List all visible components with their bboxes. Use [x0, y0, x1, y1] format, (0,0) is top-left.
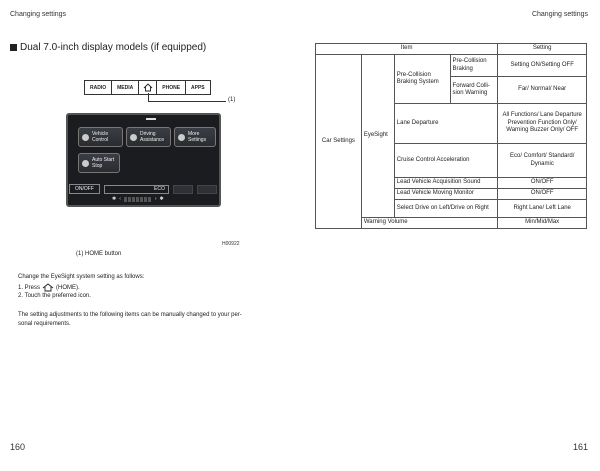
home-icon — [143, 83, 153, 92]
fan-level-bar — [148, 197, 151, 202]
instruction-intro: Change the EyeSight system setting as follows: — [18, 274, 145, 280]
header-right: Changing settings — [531, 11, 588, 18]
chevron-right-icon[interactable]: › — [154, 196, 157, 202]
note-line: The setting adjustments to the following items can be manually changed to your per- — [18, 312, 242, 318]
callout-line — [148, 93, 149, 101]
table-header-item: Item — [316, 44, 498, 55]
radio-button[interactable]: RADIO — [85, 81, 112, 94]
lvas-cell: Lead Vehicle Acquisition Sound — [394, 178, 498, 189]
fan-level-bar — [136, 197, 139, 202]
climate-button[interactable] — [173, 185, 193, 194]
screen-indicator — [146, 118, 156, 120]
figure-code: H00922 — [222, 241, 240, 247]
callout-line — [148, 101, 226, 102]
sdlr-cell: Select Drive on Left/Drive on Right — [394, 200, 498, 218]
apps-button[interactable]: APPS — [191, 84, 205, 91]
cca-cell: Cruise Control Acceleration — [394, 144, 498, 178]
warning-volume-setting-cell: Min/Mid/Max — [498, 218, 587, 229]
fan-level-bar — [144, 197, 147, 202]
fan-icon: ✱ — [159, 196, 164, 202]
phone-button[interactable]: PHONE — [157, 81, 186, 94]
home-icon — [42, 283, 54, 292]
fan-level-bar — [128, 197, 131, 202]
more-settings-tile[interactable] — [174, 127, 216, 147]
pcb-setting-cell: Setting ON/Setting OFF — [498, 55, 587, 77]
chevron-left-icon[interactable]: ‹ — [119, 196, 121, 202]
instruction-step1 — [18, 283, 80, 292]
driving-assist-icon — [130, 134, 137, 141]
more-icon — [178, 134, 185, 141]
lane-departure-setting-cell: All Functions/ Lane Departure Prevention Function Only/ Warning Buzzer Only/ OFF — [498, 104, 587, 144]
climate-row — [69, 184, 217, 194]
auto-start-stop-label: Auto Start Stop — [92, 157, 115, 169]
fan-icon: ✱ — [112, 196, 117, 202]
driving-assistance-tile[interactable] — [126, 127, 171, 147]
square-bullet-icon — [10, 44, 17, 51]
ac-display: ECO — [104, 185, 169, 194]
warning-volume-cell: Warning Volume — [361, 218, 498, 229]
note-line: sonal requirements. — [18, 321, 71, 327]
table-header-setting: Setting — [498, 44, 587, 55]
fan-level-bar — [132, 197, 135, 202]
step1-text: 1. Press — [18, 284, 41, 291]
fan-level-bar — [140, 197, 143, 202]
fcw-cell: Forward Colli-sion Warning — [450, 77, 498, 104]
settings-table — [315, 43, 587, 229]
eyesight-cell: EyeSight — [361, 55, 394, 218]
car-settings-cell: Car Settings — [316, 55, 362, 229]
lane-departure-cell: Lane Departure — [394, 104, 498, 144]
section-title-text: Dual 7.0-inch display models (if equipped) — [20, 42, 207, 53]
figure-caption: (1) HOME button — [76, 251, 122, 257]
auto-start-stop-icon — [82, 160, 89, 167]
climate-button[interactable] — [197, 185, 217, 194]
fan-level-bar — [124, 197, 127, 202]
step1-home-text: (HOME). — [56, 284, 80, 291]
vehicle-icon — [82, 134, 89, 141]
lvas-setting-cell: ON/OFF — [498, 178, 587, 189]
more-settings-label: More Settings — [188, 131, 207, 143]
page-number-left: 160 — [10, 442, 26, 452]
fan-row — [112, 195, 192, 203]
vehicle-control-label: Vehicle Control — [92, 131, 109, 143]
fcw-setting-cell: Far/ Normal/ Near — [498, 77, 587, 104]
cca-setting-cell: Eco/ Comfort/ Standard/ Dynamic — [498, 144, 587, 178]
media-button[interactable]: MEDIA — [112, 81, 139, 94]
pcb-cell: Pre-Collision Braking System — [394, 55, 450, 104]
header-left: Changing settings — [10, 11, 67, 18]
onoff-button[interactable]: ON/OFF — [69, 184, 100, 194]
instruction-step2: 2. Touch the preferred icon. — [18, 293, 91, 299]
lvmm-setting-cell: ON/OFF — [498, 189, 587, 200]
callout-label: (1) — [228, 97, 236, 103]
auto-start-stop-tile[interactable] — [78, 153, 120, 173]
sdlr-setting-cell: Right Lane/ Left Lane — [498, 200, 587, 218]
section-title — [10, 42, 206, 53]
page-number-right: 161 — [572, 442, 588, 452]
lvmm-cell: Lead Vehicle Moving Monitor — [394, 189, 498, 200]
driving-assistance-label: Driving Assistance — [140, 131, 165, 143]
vehicle-control-tile[interactable] — [78, 127, 123, 147]
pcb-sub-cell: Pre-Collision Braking — [450, 55, 498, 77]
